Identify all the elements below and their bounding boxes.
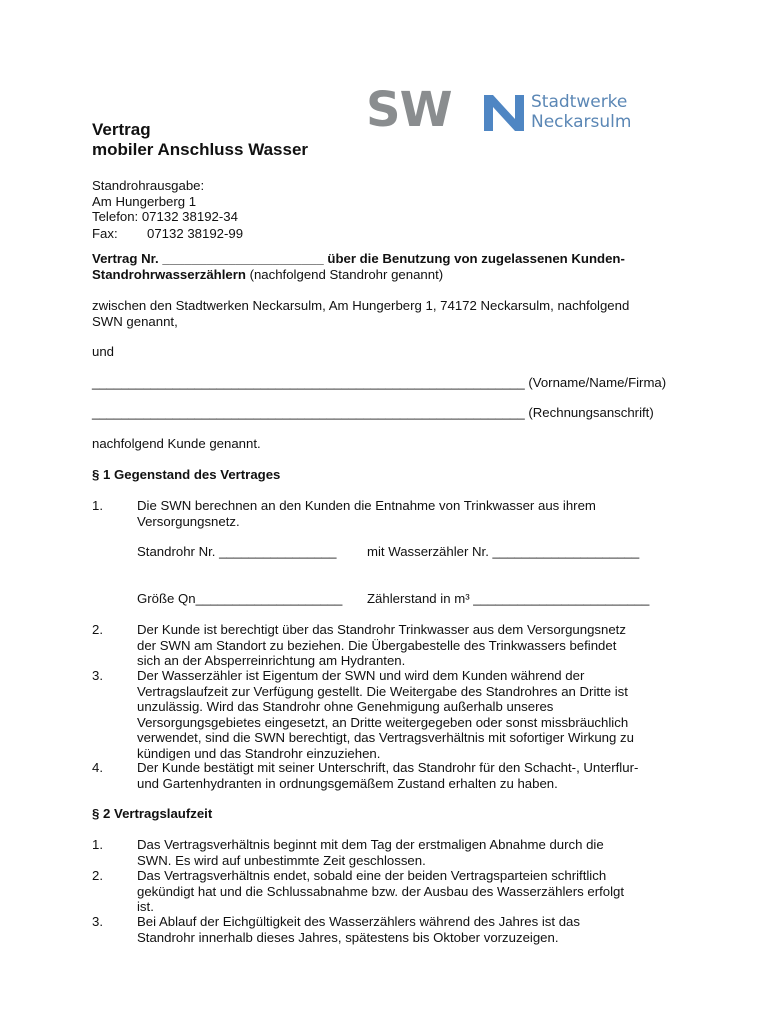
size-qn-field[interactable]: Größe Qn____________________ — [137, 591, 343, 606]
und-text: und — [92, 344, 115, 359]
kunde-text: nachfolgend Kunde genannt. — [92, 436, 261, 451]
section-1-item-4: Der Kunde bestätigt mit seiner Unterschrift, das Standrohr für den Schacht-, Unterflur- und Gartenhydranten in ordnungsgemäßem Zustand erhalten zu haben. — [137, 760, 639, 791]
contact-block: Standrohrausgabe: Am Hungerberg 1 Telefon: 07132 38192-34 Fax: 07132 38192-99 — [92, 178, 244, 241]
item-number: 3. — [92, 914, 103, 929]
fax-label: Fax: — [92, 225, 118, 241]
section-2-item-2: Das Vertragsverhältnis endet, sobald eine der beiden Vertragsparteien schriftlich gekündigt hat und die Schlussabnahme bzw. der Ausbau des Wasserzählers erfolgt ist. — [137, 868, 625, 915]
section-1-item-3: Der Wasserzähler ist Eigentum der SWN und wird dem Kunden während der Vertragslaufzeit zur Verfügung gestellt. Die Weitergabe des Standrohres an Dritte ist unzulässig. Wird das Standrohr ohne Genehmigung außerhalb unseres Versorgungsgebietes eingesetzt, an Dritte weitergegeben oder sonst missbräuchlich verwendet, sind die SWN berechtigt, das Vertragsverhältnis mit sofortiger Wirkung zu kündigen und das Standrohr einzuziehen. — [137, 668, 634, 761]
item-number: 2. — [92, 622, 103, 637]
meter-number-field[interactable]: mit Wasserzähler Nr. ____________________ — [367, 544, 640, 559]
meter-reading-field[interactable]: Zählerstand in m³ ________________________ — [367, 591, 650, 606]
item-number: 2. — [92, 868, 103, 883]
logo-company-name: Stadtwerke Neckarsulm — [531, 92, 632, 132]
section-2-heading: § 2 Vertragslaufzeit — [92, 806, 213, 821]
contract-number-line: Vertrag Nr. ______________________ über die Benutzung von zugelassenen Kunden- Standrohrwasserzählern (nachfolgend Standrohr genannt) — [92, 251, 625, 282]
customer-name-field[interactable]: ___________________________________________________________ (Vorname/Name/Firma) — [92, 375, 667, 390]
billing-address-field[interactable]: ___________________________________________________________ (Rechnungsanschrift) — [92, 405, 654, 420]
item-number: 1. — [92, 498, 103, 513]
standrohr-number-field[interactable]: Standrohr Nr. ________________ — [137, 544, 337, 559]
section-2-item-1: Das Vertragsverhältnis beginnt mit dem Tag der erstmaligen Abnahme durch die SWN. Es wird auf unbestimmte Zeit geschlossen. — [137, 837, 604, 868]
item-number: 3. — [92, 668, 103, 683]
section-2-item-3: Bei Ablauf der Eichgültigkeit des Wasserzählers während des Jahres ist das Standrohr innerhalb dieses Jahres, spätestens bis Oktober vorzuzeigen. — [137, 914, 580, 945]
parties-text: zwischen den Stadtwerken Neckarsulm, Am Hungerberg 1, 74172 Neckarsulm, nachfolgend SWN genannt, — [92, 298, 630, 329]
section-1-heading: § 1 Gegenstand des Vertrages — [92, 467, 281, 482]
logo-n-icon — [484, 95, 524, 131]
logo-sw-letters: SW — [366, 82, 452, 138]
item-number: 1. — [92, 837, 103, 852]
section-1-item-2: Der Kunde ist berechtigt über das Standrohr Trinkwasser aus dem Versorgungsnetz der SWN am Standort zu beziehen. Die Übergabestelle des Trinkwassers befindet sich an der Absperreinrichtung am Hydranten. — [137, 622, 626, 669]
fax-value: 07132 38192-99 — [147, 225, 244, 241]
document-title: Vertrag mobiler Anschluss Wasser — [92, 120, 309, 159]
section-1-item-1: Die SWN berechnen an den Kunden die Entnahme von Trinkwasser aus ihrem Versorgungsnetz. — [137, 498, 596, 529]
item-number: 4. — [92, 760, 103, 775]
